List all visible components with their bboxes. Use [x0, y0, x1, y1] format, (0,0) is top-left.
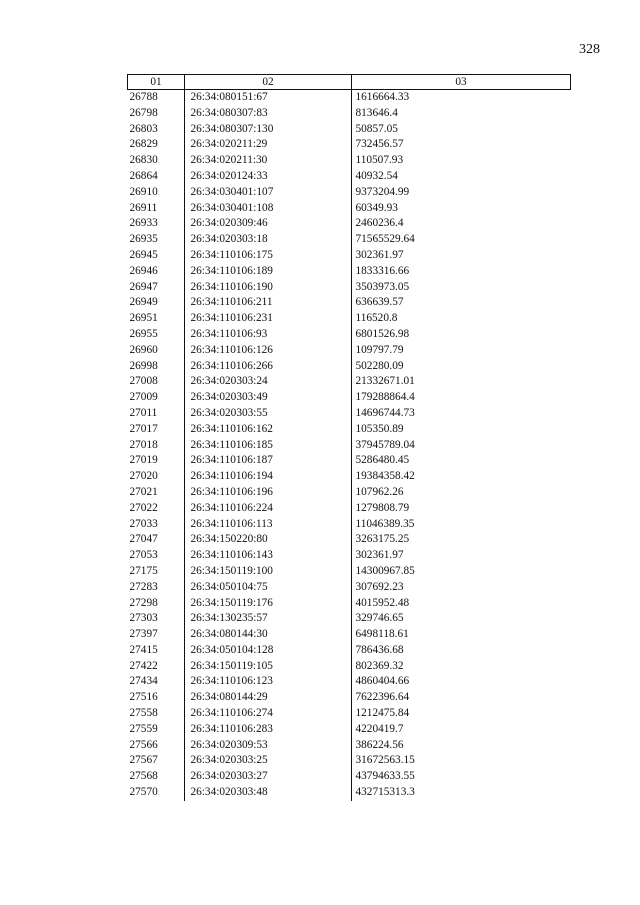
table-row — [128, 564, 571, 580]
cell-value: 802369.32 — [355, 659, 404, 672]
table-row — [128, 169, 571, 185]
cell-value: 43794633.55 — [355, 770, 415, 783]
cell-value: 329746.65 — [355, 612, 404, 625]
cell-cadastral-number: 26:34:020303:48 — [190, 786, 268, 799]
table-row — [128, 548, 571, 564]
cell-id: 26830 — [129, 154, 158, 167]
column-divider — [351, 74, 352, 801]
table-row — [128, 532, 571, 548]
cell-id: 27011 — [129, 406, 158, 419]
cell-id: 27298 — [129, 596, 158, 609]
table-row — [128, 611, 571, 627]
table-row — [128, 596, 571, 612]
cell-id: 27022 — [129, 501, 158, 514]
cell-id: 27559 — [129, 722, 158, 735]
cell-id: 26955 — [129, 327, 158, 340]
cell-value: 19384358.42 — [355, 470, 415, 483]
cell-value: 302361.97 — [355, 248, 404, 261]
cell-value: 21332671.01 — [355, 375, 415, 388]
cell-id: 26947 — [129, 280, 158, 293]
table-row — [128, 690, 571, 706]
table-row — [128, 374, 571, 390]
page-number: 328 — [579, 42, 600, 57]
cell-id: 26803 — [129, 122, 158, 135]
table-row — [128, 137, 571, 153]
cell-id: 27020 — [129, 470, 158, 483]
cell-value: 636639.57 — [355, 296, 404, 309]
table-row — [128, 327, 571, 343]
cell-value: 116520.8 — [355, 312, 398, 325]
cell-cadastral-number: 26:34:080307:83 — [190, 106, 268, 119]
cell-value: 502280.09 — [355, 359, 404, 372]
cell-id: 27415 — [129, 643, 158, 656]
cell-cadastral-number: 26:34:020309:53 — [190, 738, 268, 751]
cell-cadastral-number: 26:34:020211:30 — [190, 154, 268, 167]
column-header-02: 02 — [185, 75, 352, 90]
cell-id: 26998 — [129, 359, 158, 372]
table-row — [128, 769, 571, 785]
table-row — [128, 738, 571, 754]
table-row — [128, 343, 571, 359]
cell-value: 4220419.7 — [355, 722, 404, 735]
cell-cadastral-number: 26:34:150119:100 — [190, 564, 273, 577]
table-row — [128, 580, 571, 596]
cell-cadastral-number: 26:34:110106:187 — [190, 454, 273, 467]
cell-value: 179288864.4 — [355, 391, 415, 404]
cell-value: 71565529.64 — [355, 233, 415, 246]
cell-cadastral-number: 26:34:110106:189 — [190, 264, 273, 277]
table-row — [128, 627, 571, 643]
table-body — [128, 90, 571, 801]
cell-value: 1279808.79 — [355, 501, 410, 514]
cell-value: 50857.05 — [355, 122, 398, 135]
cell-cadastral-number: 26:34:020124:33 — [190, 169, 268, 182]
table-row — [128, 122, 571, 138]
cell-value: 5286480.45 — [355, 454, 410, 467]
table-row — [128, 106, 571, 122]
header-row — [128, 75, 571, 90]
cell-cadastral-number: 26:34:110106:211 — [190, 296, 273, 309]
table-header — [128, 75, 571, 90]
cell-cadastral-number: 26:34:110106:123 — [190, 675, 273, 688]
cell-value: 786436.68 — [355, 643, 404, 656]
cell-cadastral-number: 26:34:110106:190 — [190, 280, 273, 293]
cell-id: 27558 — [129, 707, 158, 720]
cell-cadastral-number: 26:34:150220:80 — [190, 533, 268, 546]
cell-cadastral-number: 26:34:020303:24 — [190, 375, 268, 388]
cell-cadastral-number: 26:34:130235:57 — [190, 612, 268, 625]
table-row — [128, 785, 571, 801]
cell-id: 27033 — [129, 517, 158, 530]
cell-value: 105350.89 — [355, 422, 404, 435]
table-row — [128, 406, 571, 422]
cell-id: 26798 — [129, 106, 158, 119]
cell-id: 27053 — [129, 549, 158, 562]
cell-id: 27566 — [129, 738, 158, 751]
cell-cadastral-number: 26:34:080144:30 — [190, 628, 268, 641]
cell-cadastral-number: 26:34:020303:27 — [190, 770, 268, 783]
cell-cadastral-number: 26:34:150119:176 — [190, 596, 273, 609]
cell-id: 27303 — [129, 612, 158, 625]
table-row — [128, 706, 571, 722]
cell-id: 26788 — [129, 91, 158, 103]
cell-cadastral-number: 26:34:110106:194 — [190, 470, 273, 483]
cell-id: 27283 — [129, 580, 158, 593]
cell-value: 107962.26 — [355, 485, 404, 498]
cell-id: 27175 — [129, 564, 158, 577]
cell-id: 27019 — [129, 454, 158, 467]
cell-id: 27009 — [129, 391, 158, 404]
table-row — [128, 453, 571, 469]
cell-value: 6498118.61 — [355, 628, 409, 641]
table-row — [128, 232, 571, 248]
cell-cadastral-number: 26:34:020303:18 — [190, 233, 268, 246]
cell-value: 4015952.48 — [355, 596, 410, 609]
cell-cadastral-number: 26:34:110106:224 — [190, 501, 273, 514]
cell-value: 7622396.64 — [355, 691, 410, 704]
cell-id: 27422 — [129, 659, 158, 672]
cell-value: 307692.23 — [355, 580, 404, 593]
cell-id: 26864 — [129, 169, 158, 182]
column-header-01: 01 — [128, 75, 185, 90]
cell-cadastral-number: 26:34:020303:25 — [190, 754, 268, 767]
cell-id: 27017 — [129, 422, 158, 435]
cell-id: 27008 — [129, 375, 158, 388]
data-table — [127, 74, 571, 801]
cell-value: 1212475.84 — [355, 707, 410, 720]
table-row — [128, 359, 571, 375]
cell-cadastral-number: 26:34:110106:113 — [190, 517, 273, 530]
table-row — [128, 201, 571, 217]
cell-cadastral-number: 26:34:020309:46 — [190, 217, 268, 230]
cell-value: 302361.97 — [355, 549, 404, 562]
cell-value: 432715313.3 — [355, 786, 415, 799]
cell-value: 386224.56 — [355, 738, 404, 751]
cell-cadastral-number: 26:34:110106:231 — [190, 312, 273, 325]
cell-id: 26829 — [129, 138, 158, 151]
cell-cadastral-number: 26:34:110106:283 — [190, 722, 273, 735]
cell-cadastral-number: 26:34:110106:185 — [190, 438, 273, 451]
cell-cadastral-number: 26:34:110106:162 — [190, 422, 273, 435]
cell-id: 27047 — [129, 533, 158, 546]
cell-cadastral-number: 26:34:110106:274 — [190, 707, 273, 720]
cell-id: 26910 — [129, 185, 158, 198]
table-row — [128, 501, 571, 517]
table-row — [128, 485, 571, 501]
cell-id: 27434 — [129, 675, 158, 688]
cell-cadastral-number: 26:34:150119:105 — [190, 659, 273, 672]
cell-cadastral-number: 26:34:110106:143 — [190, 549, 273, 562]
table-row — [128, 248, 571, 264]
column-divider — [184, 74, 185, 801]
cell-value: 60349.93 — [355, 201, 398, 214]
cell-cadastral-number: 26:34:020303:49 — [190, 391, 268, 404]
cell-value: 2460236.4 — [355, 217, 404, 230]
table-row — [128, 295, 571, 311]
cell-value: 9373204.99 — [355, 185, 410, 198]
cell-value: 14696744.73 — [355, 406, 415, 419]
table-row — [128, 643, 571, 659]
cell-id: 27516 — [129, 691, 158, 704]
table-row — [128, 90, 571, 106]
cell-id: 27021 — [129, 485, 158, 498]
cell-value: 40932.54 — [355, 169, 398, 182]
cell-id: 26935 — [129, 233, 158, 246]
cell-cadastral-number: 26:34:110106:196 — [190, 485, 273, 498]
cell-value: 109797.79 — [355, 343, 404, 356]
cell-id: 26951 — [129, 312, 158, 325]
table-row — [128, 722, 571, 738]
cell-id: 27568 — [129, 770, 158, 783]
cell-id: 26933 — [129, 217, 158, 230]
cell-value: 1833316.66 — [355, 264, 410, 277]
table-row — [128, 517, 571, 533]
table-row — [128, 422, 571, 438]
cell-id: 27570 — [129, 786, 158, 799]
cell-cadastral-number: 26:34:110106:93 — [190, 327, 268, 340]
cell-cadastral-number: 26:34:020303:55 — [190, 406, 268, 419]
cell-cadastral-number: 26:34:030401:108 — [190, 201, 274, 214]
table-row — [128, 264, 571, 280]
cell-value: 11046389.35 — [355, 517, 415, 530]
cell-cadastral-number: 26:34:050104:128 — [190, 643, 274, 656]
cell-value: 813646.4 — [355, 106, 398, 119]
cell-id: 27567 — [129, 754, 158, 767]
cell-cadastral-number: 26:34:080307:130 — [190, 122, 274, 135]
cell-id: 26949 — [129, 296, 158, 309]
cell-id: 26945 — [129, 248, 158, 261]
cell-value: 31672563.15 — [355, 754, 415, 767]
cell-id: 27397 — [129, 628, 158, 641]
table-row — [128, 185, 571, 201]
cell-cadastral-number: 26:34:110106:266 — [190, 359, 273, 372]
table-row — [128, 153, 571, 169]
table-row — [128, 659, 571, 675]
cell-cadastral-number: 26:34:080144:29 — [190, 691, 268, 704]
cell-value: 37945789.04 — [355, 438, 415, 451]
table-row — [128, 674, 571, 690]
cell-cadastral-number: 26:34:020211:29 — [190, 138, 268, 151]
column-header-03: 03 — [352, 75, 571, 90]
cell-value: 6801526.98 — [355, 327, 410, 340]
table-row — [128, 280, 571, 296]
table-row — [128, 469, 571, 485]
cell-value: 3263175.25 — [355, 533, 410, 546]
table-row — [128, 390, 571, 406]
cell-id: 26911 — [129, 201, 158, 214]
cell-cadastral-number: 26:34:050104:75 — [190, 580, 268, 593]
cell-value: 110507.93 — [355, 154, 404, 167]
cell-value: 14300967.85 — [355, 564, 415, 577]
cell-cadastral-number: 26:34:110106:126 — [190, 343, 273, 356]
cell-id: 26960 — [129, 343, 158, 356]
table-row — [128, 438, 571, 454]
cell-cadastral-number: 26:34:030401:107 — [190, 185, 274, 198]
cell-id: 26946 — [129, 264, 158, 277]
table-row — [128, 311, 571, 327]
cell-cadastral-number: 26:34:080151:67 — [190, 91, 268, 103]
cell-cadastral-number: 26:34:110106:175 — [190, 248, 273, 261]
cell-id: 27018 — [129, 438, 158, 451]
cell-value: 732456.57 — [355, 138, 404, 151]
cell-value: 4860404.66 — [355, 675, 410, 688]
table-row — [128, 753, 571, 769]
cell-value: 3503973.05 — [355, 280, 410, 293]
table-row — [128, 216, 571, 232]
cell-value: 1616664.33 — [355, 91, 410, 103]
